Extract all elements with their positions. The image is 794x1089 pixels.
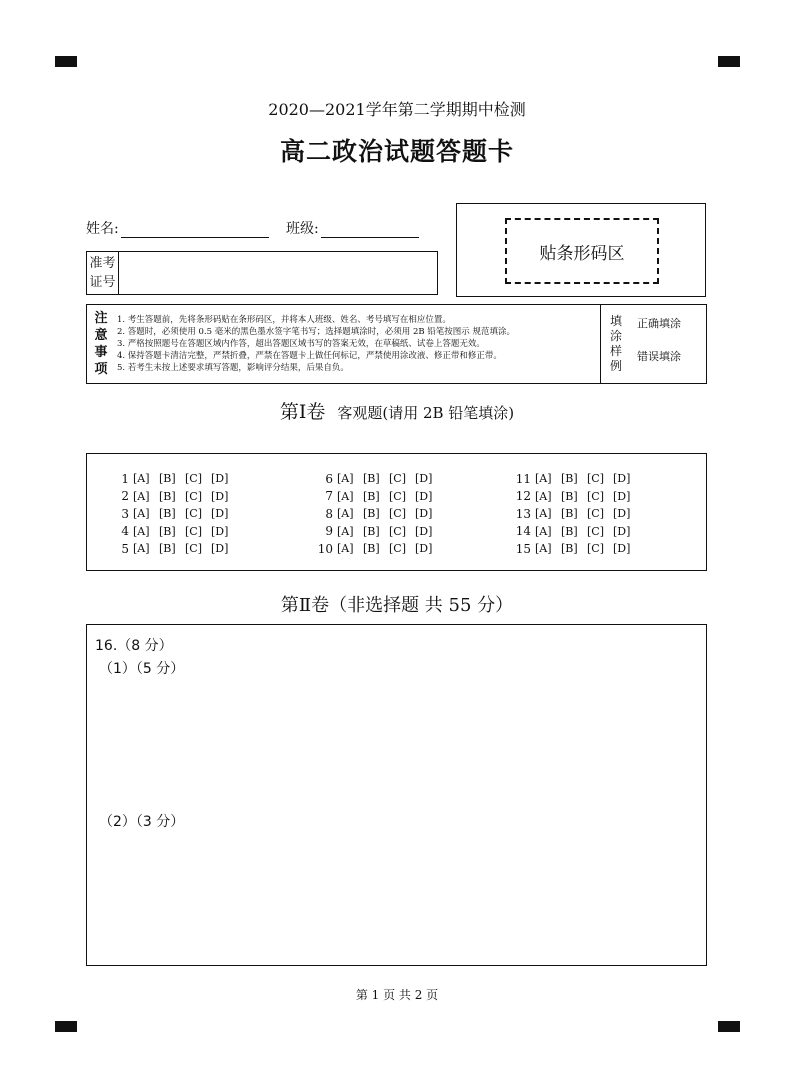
notice-item: 2. 答题时，必须使用 0.5 毫米的黑色墨水签字笔书写；选择题填涂时，必须用 2B 铅笔按图示 规范填涂。 — [117, 327, 515, 337]
question-number: 9 — [325, 524, 333, 539]
option-bubble[interactable]: [A] — [535, 472, 552, 486]
question-number: 13 — [515, 506, 531, 521]
wrong-fill-label: 错误填涂 — [637, 350, 681, 363]
option-bubble[interactable]: [A] — [133, 489, 150, 503]
option-bubble[interactable]: [C] — [389, 524, 406, 538]
question-number: 6 — [325, 471, 333, 486]
option-bubble[interactable]: [C] — [185, 507, 202, 521]
question-number: 8 — [325, 506, 333, 521]
option-bubble[interactable]: [A] — [337, 542, 354, 556]
option-bubble[interactable]: [B] — [363, 542, 380, 556]
option-bubble[interactable]: [A] — [535, 542, 552, 556]
choice-row — [107, 540, 237, 558]
choice-row — [311, 470, 441, 488]
option-bubble[interactable]: [B] — [159, 542, 176, 556]
notice-item: 4. 保持答题卡清洁完整，严禁折叠，严禁在答题卡上做任何标记，严禁使用涂改液、修正带和修正带。 — [117, 351, 502, 361]
question-number: 10 — [317, 541, 333, 556]
option-bubble[interactable]: [A] — [133, 507, 150, 521]
choice-column — [311, 470, 441, 558]
option-bubble[interactable]: [C] — [587, 472, 604, 486]
option-bubble[interactable]: [B] — [363, 472, 380, 486]
option-bubble[interactable]: [C] — [587, 507, 604, 521]
correct-fill-label: 正确填涂 — [637, 317, 681, 330]
option-bubble[interactable]: [A] — [133, 472, 150, 486]
option-bubble[interactable]: [B] — [363, 524, 380, 538]
notice-heading: 注 意 事 项 — [94, 311, 108, 377]
question-number: 3 — [121, 506, 129, 521]
choice-grid — [86, 453, 707, 571]
option-bubble[interactable]: [A] — [337, 472, 354, 486]
option-bubble[interactable]: [B] — [561, 489, 578, 503]
choice-row — [311, 505, 441, 523]
question-number: 7 — [325, 489, 333, 504]
registration-mark-bottom-right — [718, 1021, 740, 1032]
barcode-area: 贴条形码区 — [505, 218, 659, 284]
option-bubble[interactable]: [D] — [613, 507, 631, 521]
choice-row — [311, 488, 441, 506]
question-16-part2: （2）（3 分） — [99, 814, 185, 830]
option-bubble[interactable]: [C] — [185, 542, 202, 556]
option-bubble[interactable]: [C] — [185, 472, 202, 486]
question-16-title: 16.（8 分） — [95, 638, 173, 654]
option-bubble[interactable]: [D] — [613, 524, 631, 538]
notice-box — [86, 304, 707, 384]
exam-number-label: 准考 证号 — [87, 252, 119, 294]
section1-heading — [0, 397, 794, 424]
option-bubble[interactable]: [B] — [561, 507, 578, 521]
option-bubble[interactable]: [D] — [415, 542, 433, 556]
option-bubble[interactable]: [B] — [561, 524, 578, 538]
choice-row — [509, 523, 639, 541]
choice-row — [107, 470, 237, 488]
question-number: 15 — [515, 541, 531, 556]
option-bubble[interactable]: [B] — [561, 542, 578, 556]
option-bubble[interactable]: [A] — [133, 542, 150, 556]
option-bubble[interactable]: [B] — [363, 489, 380, 503]
option-bubble[interactable]: [D] — [613, 542, 631, 556]
registration-mark-top-left — [55, 56, 77, 67]
option-bubble[interactable]: [D] — [211, 472, 229, 486]
notice-list — [117, 314, 515, 374]
option-bubble[interactable]: [B] — [363, 507, 380, 521]
notice-item: 1. 考生答题前，先将条形码贴在条形码区，并将本人班级、姓名、考号填写在相应位置。 — [117, 315, 451, 325]
choice-column — [509, 470, 639, 558]
option-bubble[interactable]: [A] — [133, 524, 150, 538]
registration-mark-bottom-left — [55, 1021, 77, 1032]
choice-row — [509, 470, 639, 488]
option-bubble[interactable]: [C] — [389, 507, 406, 521]
question-number: 1 — [121, 471, 129, 486]
option-bubble[interactable]: [D] — [211, 489, 229, 503]
question-number: 2 — [121, 489, 129, 504]
option-bubble[interactable]: [D] — [415, 489, 433, 503]
option-bubble[interactable]: [D] — [613, 489, 631, 503]
option-bubble[interactable]: [B] — [159, 472, 176, 486]
fill-sample-panel — [600, 305, 707, 383]
option-bubble[interactable]: [C] — [185, 524, 202, 538]
option-bubble[interactable]: [C] — [389, 542, 406, 556]
choice-column — [107, 470, 237, 558]
option-bubble[interactable]: [D] — [415, 507, 433, 521]
option-bubble[interactable]: [C] — [587, 542, 604, 556]
option-bubble[interactable]: [B] — [159, 524, 176, 538]
option-bubble[interactable]: [C] — [587, 524, 604, 538]
barcode-box — [456, 203, 706, 297]
option-bubble[interactable]: [C] — [389, 489, 406, 503]
choice-row — [107, 523, 237, 541]
section1-title: 第Ⅰ卷 — [279, 401, 326, 423]
option-bubble[interactable]: [A] — [337, 524, 354, 538]
name-label: 姓名: — [86, 221, 119, 237]
class-label: 班级: — [286, 221, 319, 237]
option-bubble[interactable]: [A] — [535, 524, 552, 538]
answer-area-q16[interactable] — [86, 624, 707, 966]
option-bubble[interactable]: [A] — [337, 489, 354, 503]
name-field[interactable] — [86, 218, 269, 238]
option-bubble[interactable]: [B] — [561, 472, 578, 486]
option-bubble[interactable]: [D] — [613, 472, 631, 486]
option-bubble[interactable]: [B] — [159, 489, 176, 503]
choice-row — [509, 505, 639, 523]
name-line[interactable] — [121, 223, 269, 238]
notice-item: 5. 若考生未按上述要求填写答题，影响评分结果，后果自负。 — [117, 363, 349, 373]
option-bubble[interactable]: [D] — [211, 542, 229, 556]
question-16-part1: （1）（5 分） — [99, 661, 185, 677]
class-line[interactable] — [321, 223, 419, 238]
page-number: 第 1 页 共 2 页 — [355, 988, 439, 1002]
choice-row — [509, 488, 639, 506]
exam-number-box[interactable] — [86, 251, 438, 295]
question-number: 14 — [515, 524, 531, 539]
fill-sample-heading: 填 涂 样 例 — [609, 314, 622, 373]
choice-row — [311, 540, 441, 558]
option-bubble[interactable]: [C] — [389, 472, 406, 486]
option-bubble[interactable]: [D] — [211, 507, 229, 521]
option-bubble[interactable]: [B] — [159, 507, 176, 521]
option-bubble[interactable]: [C] — [185, 489, 202, 503]
page-title: 高二政治试题答题卡 — [279, 137, 514, 166]
notice-item: 3. 严格按照题号在答题区域内作答，超出答题区域书写的答案无效，在草稿纸、试卷上答题无效。 — [117, 339, 485, 349]
choice-row — [107, 505, 237, 523]
question-number: 12 — [515, 489, 531, 504]
choice-row — [311, 523, 441, 541]
question-number: 5 — [121, 541, 129, 556]
choice-row — [509, 540, 639, 558]
option-bubble[interactable]: [A] — [337, 507, 354, 521]
exam-subtitle: 2020—2021学年第二学期期中检测 — [268, 100, 526, 119]
option-bubble[interactable]: [C] — [587, 489, 604, 503]
option-bubble[interactable]: [D] — [211, 524, 229, 538]
question-number: 4 — [121, 524, 129, 539]
registration-mark-top-right — [718, 56, 740, 67]
option-bubble[interactable]: [A] — [535, 489, 552, 503]
option-bubble[interactable]: [D] — [415, 524, 433, 538]
option-bubble[interactable]: [D] — [415, 472, 433, 486]
question-number: 11 — [515, 471, 531, 486]
option-bubble[interactable]: [A] — [535, 507, 552, 521]
choice-row — [107, 488, 237, 506]
section1-subtitle: 客观题(请用 2B 铅笔填涂) — [337, 404, 515, 422]
class-field[interactable] — [286, 218, 419, 238]
section2-title: 第Ⅱ卷（非选择题 共 55 分） — [280, 595, 514, 616]
